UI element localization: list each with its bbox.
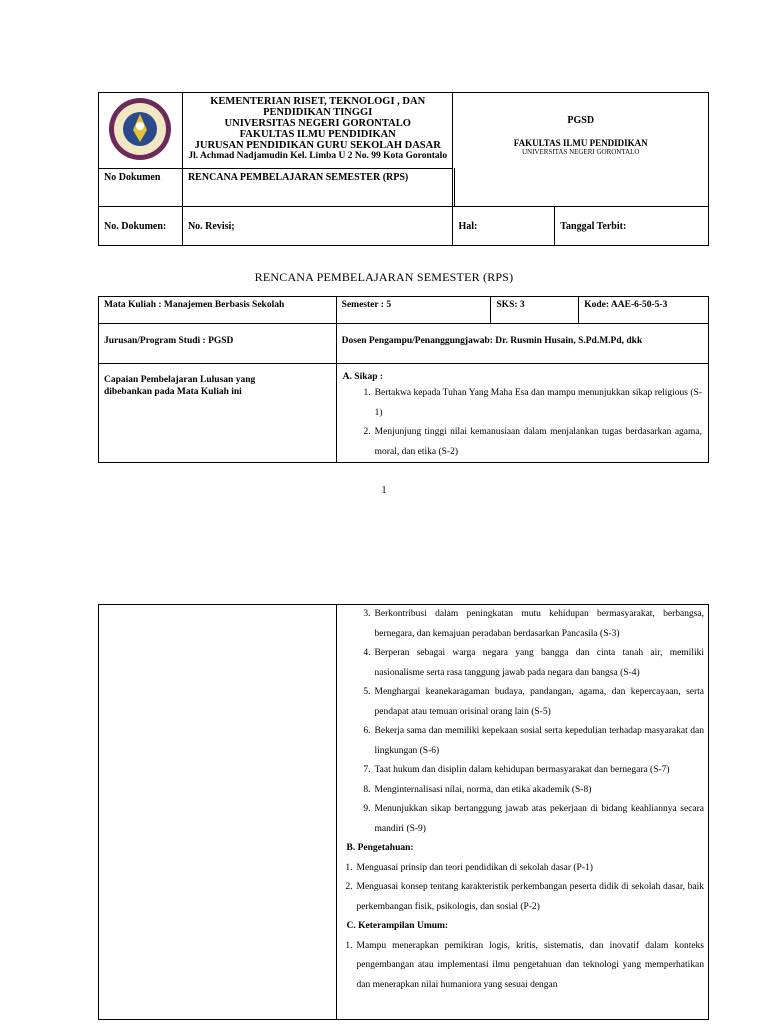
- list-item-number: 9.: [363, 804, 371, 814]
- row3-hal: Hal:: [453, 207, 555, 246]
- list-item-text: Taat hukum dan disiplin dalam kehidupan bermasyarakat dan bernegara (S-7): [374, 765, 670, 775]
- list-item: [341, 683, 704, 722]
- list-item-number: 7.: [363, 765, 371, 775]
- keterampilan-heading: C. Keterampilan Umum:: [346, 921, 449, 931]
- rps-title: RENCANA PEMBELAJARAN SEMESTER (RPS): [254, 270, 514, 284]
- course-table: [98, 296, 709, 463]
- list-item-number: 4.: [363, 648, 371, 658]
- list-item-text: Berkontribusi dalam peningkatan mutu kehidupan bermasyarakat, berbangsa, bernegara, dan kemajuan peradaban berdasarkan Pancasila (S-3): [374, 609, 704, 639]
- list-item-text: Mampu menerapkan pemikiran logis, kritis, sistematis, dan inovatif dalam konteks pengembangan atau implementasi ilmu pengetahuan dan teknologi yang memperhatikan dan menerapkan nilai humaniora yang sesuai dengan: [356, 940, 704, 990]
- mata-kuliah: Mata Kuliah : Manajemen Berbasis Sekolah: [99, 297, 337, 324]
- institution-line-3: FAKULTAS ILMU PENDIDIKAN: [239, 129, 396, 140]
- list-item-number: 3.: [363, 609, 371, 619]
- sikap-list-cont: [341, 605, 704, 839]
- list-item-number: 1.: [363, 388, 371, 398]
- list-item-number: 2.: [363, 427, 371, 437]
- institution-line-2: UNIVERSITAS NEGERI GORONTALO: [224, 118, 411, 129]
- row3-no-revisi: No. Revisi;: [182, 207, 453, 246]
- sks: SKS: 3: [491, 297, 579, 324]
- institution-line-4: JURUSAN PENDIDIKAN GURU SEKOLAH DASAR: [194, 140, 441, 151]
- institution-line-1: KEMENTERIAN RISET, TEKNOLOGI , DAN PENDIDIKAN TINGGI: [210, 96, 426, 118]
- kode: Kode: AAE-6-50-5-3: [579, 297, 709, 324]
- page-number: 1: [381, 485, 387, 496]
- list-item: [343, 423, 702, 462]
- keterampilan-list: [341, 937, 704, 996]
- list-item-number: 2.: [345, 882, 353, 892]
- faculty-name: FAKULTAS ILMU PENDIDIKAN: [513, 138, 648, 148]
- list-item: [341, 722, 704, 761]
- pengetahuan-list: [341, 859, 704, 918]
- jurusan: Jurusan/Program Studi : PGSD: [99, 324, 337, 364]
- row3-tanggal-terbit: Tanggal Terbit:: [555, 207, 709, 246]
- list-item: [341, 800, 704, 839]
- list-item-text: Berperan sebagai warga negara yang bangga dan cinta tanah air, memiliki nasionalisme serta rasa tanggung jawab pada negara dan bangsa (S-4): [374, 648, 704, 678]
- row3-no-dokumen: No. Dokumen:: [99, 207, 183, 246]
- document-title-text: RENCANA PEMBELAJARAN SEMESTER (RPS): [187, 172, 409, 183]
- row2-divider: [454, 168, 455, 206]
- institution-address: Jl. Achmad Nadjamudin Kel. Limba U 2 No. 99 Kota Gorontalo: [188, 151, 448, 161]
- pgsd-title: PGSD: [567, 115, 595, 126]
- header-table: [98, 92, 709, 246]
- no-dokumen-label: No Dokumen: [99, 169, 183, 207]
- pengetahuan-heading: B. Pengetahuan:: [346, 843, 414, 853]
- list-item-text: Menghargai keanekaragaman budaya, pandangan, agama, dan kepercayaan, serta pendapat atau temuan orisinal orang lain (S-5): [374, 687, 704, 717]
- list-item-number: 8.: [363, 784, 371, 795]
- university-logo-icon: [107, 96, 173, 162]
- cpl-content: [336, 364, 708, 463]
- list-item: [341, 781, 704, 801]
- list-item: [341, 878, 704, 917]
- list-item: [341, 605, 704, 644]
- continuation-table: [98, 604, 709, 1020]
- institution-cell: [182, 93, 453, 169]
- list-item-text: Menunjukkan sikap bertanggung jawab atas pekerjaan di bidang keahliannya secara mandiri (S-9): [374, 804, 704, 834]
- list-item-number: 1.: [345, 862, 353, 873]
- list-item: [341, 859, 704, 879]
- document-title: [182, 169, 453, 207]
- list-item-text: Menjunjung tinggi nilai kemanusiaan dalam menjalankan tugas berdasarkan agama, moral, dan etika (S-2): [374, 427, 702, 457]
- sikap-list-page1: [343, 384, 702, 462]
- continuation-right-cell: [336, 605, 708, 1020]
- list-item-text: Menginternalisasi nilai, norma, dan etika akademik (S-8): [374, 784, 592, 795]
- list-item-text: Bekerja sama dan memiliki kepekaan sosial serta kepedulian terhadap masyarakat dan lingkungan (S-6): [374, 726, 704, 756]
- logo-cell: [99, 93, 183, 169]
- list-item-text: Menguasai konsep tentang karakteristik perkembangan peserta didik di sekolah dasar, baik perkembangan fisik, psikologis, dan sosial (P-2): [356, 882, 704, 912]
- list-item: [341, 761, 704, 781]
- list-item-text: Menguasai prinsip dan teori pendidikan di sekolah dasar (P-1): [356, 862, 593, 873]
- list-item-number: 5.: [363, 687, 371, 697]
- dosen: Dosen Pengampu/Penanggungjawab: Dr. Rusmin Husain, S.Pd.M.Pd, dkk: [336, 324, 708, 364]
- continuation-left-cell: [99, 605, 337, 1020]
- semester: Semester : 5: [336, 297, 491, 324]
- list-item: [341, 937, 704, 996]
- cpl-label: Capaian Pembelajaran Lulusan yang dibebankan pada Mata Kuliah ini: [99, 364, 337, 463]
- list-item-number: 6.: [363, 726, 371, 736]
- list-item-number: 1.: [345, 940, 353, 951]
- list-item: [343, 384, 702, 423]
- list-item-text: Bertakwa kepada Tuhan Yang Maha Esa dan mampu menunjukkan sikap religious (S-1): [374, 388, 702, 418]
- sikap-heading: A. Sikap :: [342, 372, 384, 382]
- university-name: UNIVERSITAS NEGERI GORONTALO: [521, 148, 640, 156]
- pgsd-cell: [453, 93, 709, 207]
- list-item: [341, 644, 704, 683]
